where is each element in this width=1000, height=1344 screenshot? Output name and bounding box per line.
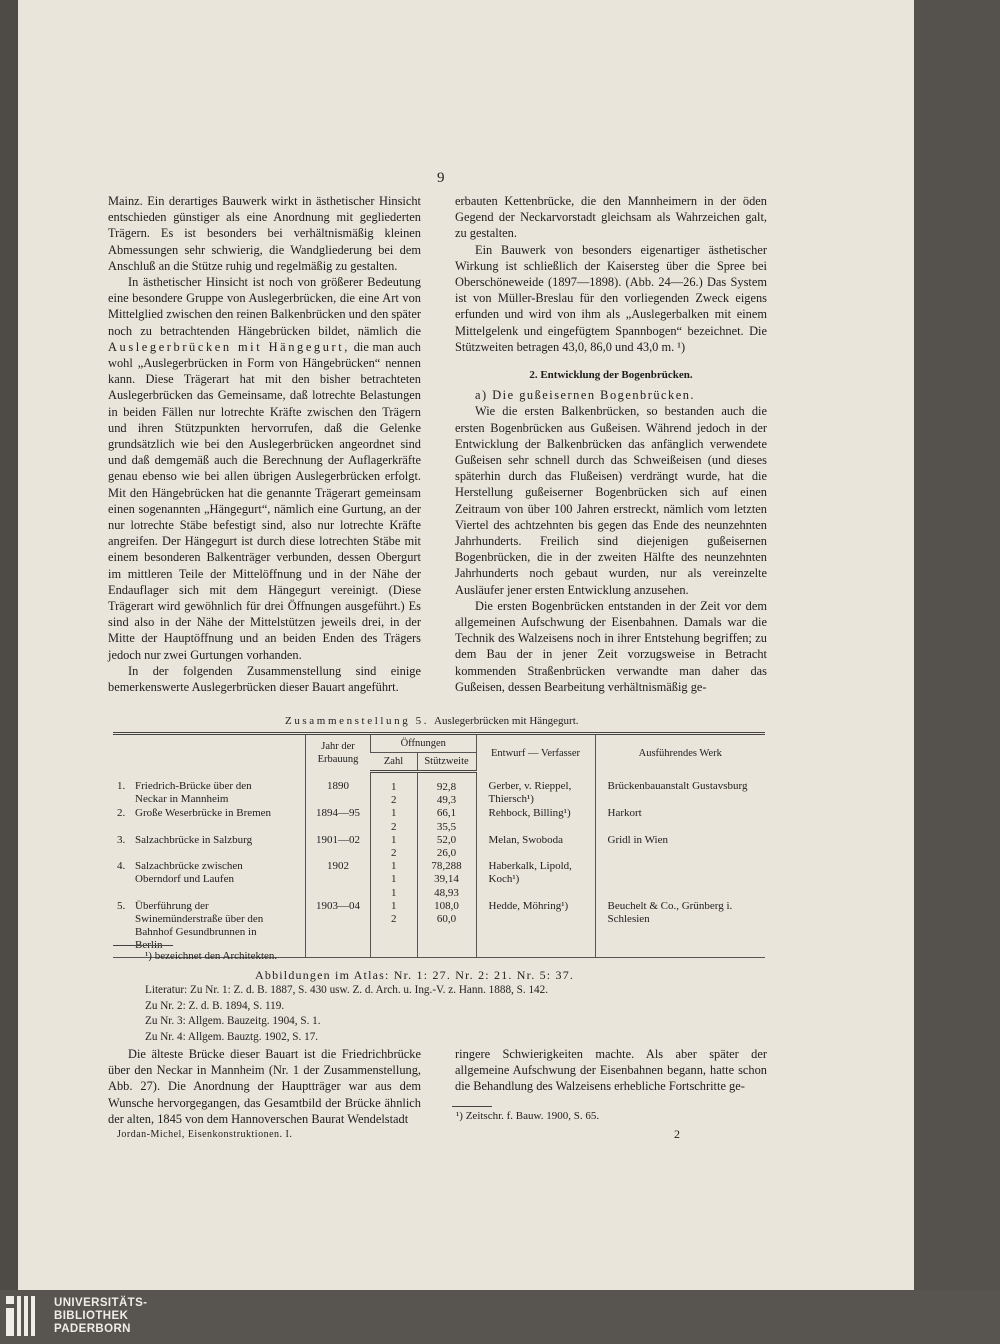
literature-line: Zu Nr. 2: Z. d. B. 1894, S. 119. xyxy=(145,999,285,1012)
design-cell: Hedde, Möhring¹) xyxy=(476,900,595,957)
logo-line: BIBLIOTHEK xyxy=(54,1310,129,1322)
name-text: Salzachbrücke in Salzburg xyxy=(135,833,253,846)
bottom-left-column xyxy=(108,1046,421,1127)
paragraph: Wie die ersten Balkenbrücken, so bestanden auch die ersten Bogenbrücken aus Gußeisen. Während jedoch in der Entwicklung der Balkenbrücken das anfänglich verwendete Gußeisen sehr schnell durch das Schweißeisen (und dieses späterhin durch das Flußeisen) verdrängt wurde, hat die Herstellung gußeiserner Bogenbrücken sich auf einen Zeitraum von über 100 Jahren erstreckt, nämlich vom letzten Viertel des achtzehnten bis gegen das Ende des neunzehnten Jahrhunderts. Freilich sind diejenigen gußeisernen Bogenbrücken, die in der zweiten Hälfte des neunzehnten Jahrhunderts noch gebaut wurden, nur als vereinzelte Ausläufer jener ersten Entwicklung anzusehen. xyxy=(455,404,767,597)
builder-cell: Harkort xyxy=(595,807,765,833)
count-cell: 1 2 xyxy=(371,772,418,808)
paragraph-text: In ästhetischer Hinsicht ist noch von größerer Bedeutung eine besondere Gruppe von Auslegerbrücken, die eine Art von Mittelglied zwischen den reinen Balkenbrücken und den später noch zu betrachtenden Hängebrücken bildet, nämlich die xyxy=(108,275,421,338)
year-cell: 1890 xyxy=(306,772,371,808)
subsection-heading: a) Die gußeisernen Bogenbrücken. xyxy=(475,388,696,403)
year-cell: 1902 xyxy=(306,860,371,900)
row-number: 3. xyxy=(117,833,126,846)
year-cell: 1903—04 xyxy=(306,900,371,957)
logo-text xyxy=(54,1297,147,1336)
col-year-header: Jahr der Erbauung xyxy=(306,734,371,772)
logo-line: PADERBORN xyxy=(54,1323,131,1335)
name-text: Große Weserbrücke in Bremen xyxy=(135,807,272,820)
figures-reference: Abbildungen im Atlas: Nr. 1: 27. Nr. 2: 21. Nr. 5: 37. xyxy=(255,968,575,982)
builder-cell xyxy=(595,860,765,900)
paragraph-text: die man auch wohl „Auslegerbrücken in Form von Hängebrücken“ nennen kann. Diese Trägerart hat mit den bisher betrachteten Auslegerbrücken das Gemeinsame, daß lotrechte Belastungen in beiden Fällen nur lotrechte Kräfte zwischen den Trägern und ihren Stützpunkten hervorrufen, daß die Gelenke grundsätzlich wie bei den Auslegerbrücken angeordnet sind und daß demgemäß auch die Berechnung der Auflagerkräfte genau ebenso wie bei allen übrigen Auslegerbrücken erfolgt. Mit den Hängebrücken hat die genannte Trägerart gemeinsam einen sogenannten „Hängegurt“, nämlich eine Gurtung, an der nur lotrechte Stäbe befestigt sind, also nur lotrechte Kräfte angreifen. Der Hängegurt ist durch diese lotrechten Stäbe mit einem besonderen Balkenträger verbunden, dessen Obergurt im mittleren Teile der Mittelöffnung und in der Nähe der Endauflager sich mit dem Hängegurt vereinigt. (Diese Trägerart wird gewöhnlich für drei Öffnungen ausgeführt.) Es sind also in der Nähe der Mittelstützen jeweils drei, in der Mitte der Hauptöffnung und an beiden Enden des Trägers jedoch nur zwei Gurtungen vorhanden. xyxy=(108,339,421,662)
bridge-name xyxy=(113,807,306,833)
literature-line: Zu Nr. 4: Allgem. Bauztg. 1902, S. 17. xyxy=(145,1030,319,1043)
logo-mark-icon xyxy=(6,1296,46,1336)
bottom-right-column xyxy=(455,1046,767,1095)
table-row xyxy=(113,860,765,900)
literature-line: Literatur: Zu Nr. 1: Z. d. B. 1887, S. 430 usw. Z. d. Arch. u. Ing.-V. z. Hann. 1888, S. 142. xyxy=(145,984,549,996)
right-column xyxy=(455,193,767,695)
builder-cell: Beuchelt & Co., Grünberg i. Schlesien xyxy=(595,900,765,957)
table-row xyxy=(113,772,765,808)
emphasis-term: Auslegerbrücken mit Hängegurt, xyxy=(108,339,350,354)
span-cell: 52,0 26,0 xyxy=(417,834,476,860)
literature-line: Zu Nr. 3: Allgem. Bauzeitg. 1904, S. 1. xyxy=(145,1015,321,1027)
name-text: Friedrich-Brücke über den Neckar in Mannheim xyxy=(135,779,252,805)
bridge-name xyxy=(113,834,306,860)
paragraph: Ein Bauwerk von besonders eigenartiger ästhetischer Wirkung ist schließlich der Kaisersteg über die Spree bei Oberschöneweide (1897—1898). (Abb. 24—26.) Das System ist von Müller-Breslau für den vorliegenden Zweck eigens erfunden und wird von ihm als „Auslegerbalken mit einem Mittelgelenk und eingefügtem Spannbogen“ bezeichnet. Die Stützweiten betragen 43,0, 86,0 und 43,0 m. ¹) xyxy=(455,242,767,354)
table-footnote: ¹) bezeichnet den Architekten. xyxy=(145,950,278,962)
year-cell: 1894—95 xyxy=(306,807,371,833)
col-builder-header: Ausführendes Werk xyxy=(595,734,765,772)
paragraph: Die älteste Brücke dieser Bauart ist die Friedrichbrücke über den Neckar in Mannheim (Nr. 1 der Zusammenstellung, Abb. 27). Die Anordnung der Hauptträger war aus dem Wunsche hervorgegangen, das Gesamtbild der Brücke ähnlich der alten, 1845 von dem Hannoverschen Baurat Wendelstadt xyxy=(108,1047,421,1126)
design-cell: Haberkalk, Lipold, Koch¹) xyxy=(476,860,595,900)
year-cell: 1901—02 xyxy=(306,834,371,860)
table-row xyxy=(113,900,765,957)
section-heading: 2. Entwicklung der Bogenbrücken. xyxy=(529,369,693,382)
design-cell: Rehbock, Billing¹) xyxy=(476,807,595,833)
row-number: 1. xyxy=(117,779,126,792)
count-cell: 1 2 xyxy=(371,834,418,860)
row-number: 4. xyxy=(117,860,126,873)
count-cell: 1 2 xyxy=(371,900,418,957)
left-column xyxy=(108,193,421,695)
design-cell: Gerber, v. Rieppel, Thiersch¹) xyxy=(476,772,595,808)
paragraph: erbauten Kettenbrücke, die den Mannheimern in der öden Gegend der Neckarvorstadt gleichsam als Wahrzeichen galt, zu gestalten. xyxy=(455,194,767,241)
scan-right-edge xyxy=(914,0,1000,1290)
page-footnote: ¹) Zeitschr. f. Bauw. 1900, S. 65. xyxy=(456,1110,600,1122)
count-cell: 1 2 xyxy=(371,807,418,833)
row-number: 5. xyxy=(117,899,126,912)
paragraph: Die ersten Bogenbrücken entstanden in der Zeit vor dem allgemeinen Aufschwung der Eisenbahnen. Damals war die Technik des Walzeisens noch in ihrer Entstehung begriffen; zu dem Bau der in jener Zeit vorzugsweise in Betracht kommenden Straßenbrücken verwandte man daher das Gußeisen, dessen Bearbeitung verhältnismäßig ge- xyxy=(455,598,767,694)
bridge-table xyxy=(113,732,765,958)
bridge-name xyxy=(113,860,306,900)
sheet-number: 2 xyxy=(674,1127,680,1141)
span-cell: 66,1 35,5 xyxy=(417,807,476,833)
row-number: 2. xyxy=(117,807,126,820)
span-cell: 92,8 49,3 xyxy=(417,772,476,808)
footnote-divider xyxy=(452,1106,492,1107)
name-text: Salzachbrücke zwischen Oberndorf und Laufen xyxy=(135,860,243,886)
span-cell: 108,0 60,0 xyxy=(417,900,476,957)
paragraph xyxy=(108,274,421,663)
paragraph: In der folgenden Zusammenstellung sind einige bemerkenswerte Auslegerbrücken dieser Bauart angeführt. xyxy=(108,663,421,695)
col-name-header xyxy=(113,734,306,772)
paragraph: Mainz. Ein derartiges Bauwerk wirkt in ästhetischer Hinsicht entschieden günstiger als eine Anordnung mit gegliederten Trägern. Es ist besonders bei verhältnismäßig kleinen Abmessungen sehr schwierig, die Wandgliederung bei dem Anschluß an die Stütze ruhig und regelmäßig zu gestalten. xyxy=(108,194,421,273)
table-caption xyxy=(285,715,579,727)
table-row xyxy=(113,807,765,833)
footnote-divider xyxy=(113,945,173,946)
col-span-header: Stützweite xyxy=(417,753,476,772)
col-openings-header: Öffnungen xyxy=(371,734,477,753)
table-row xyxy=(113,834,765,860)
design-cell: Melan, Swoboda xyxy=(476,834,595,860)
caption-title: Auslegerbrücken mit Hängegurt. xyxy=(434,715,579,727)
literature-list xyxy=(145,983,548,1045)
page-number: 9 xyxy=(437,170,445,186)
span-cell: 78,288 39,14 48,93 xyxy=(417,860,476,900)
builder-cell: Brückenbauanstalt Gustavsburg xyxy=(595,772,765,808)
signature-line: Jordan-Michel, Eisenkonstruktionen. I. xyxy=(117,1129,293,1140)
scan-left-edge xyxy=(0,0,18,1290)
bridge-name xyxy=(113,900,306,957)
count-cell: 1 1 1 xyxy=(371,860,418,900)
logo-line: UNIVERSITÄTS- xyxy=(54,1297,148,1309)
library-logo xyxy=(6,1294,206,1340)
paragraph: ringere Schwierigkeiten machte. Als aber später der allgemeine Aufschwung der Eisenbahnen begann, hatte schon die Behandlung des Walzeisens erhebliche Fortschritte ge- xyxy=(455,1047,767,1094)
name-text: Überführung der Swinemünderstraße über den Bahnhof Gesundbrunnen in Berlin xyxy=(135,899,264,952)
col-design-header: Entwurf — Verfasser xyxy=(476,734,595,772)
col-count-header: Zahl xyxy=(371,753,418,772)
caption-label: Zusammenstellung 5. xyxy=(285,715,430,727)
bridge-name xyxy=(113,772,306,808)
builder-cell: Gridl in Wien xyxy=(595,834,765,860)
